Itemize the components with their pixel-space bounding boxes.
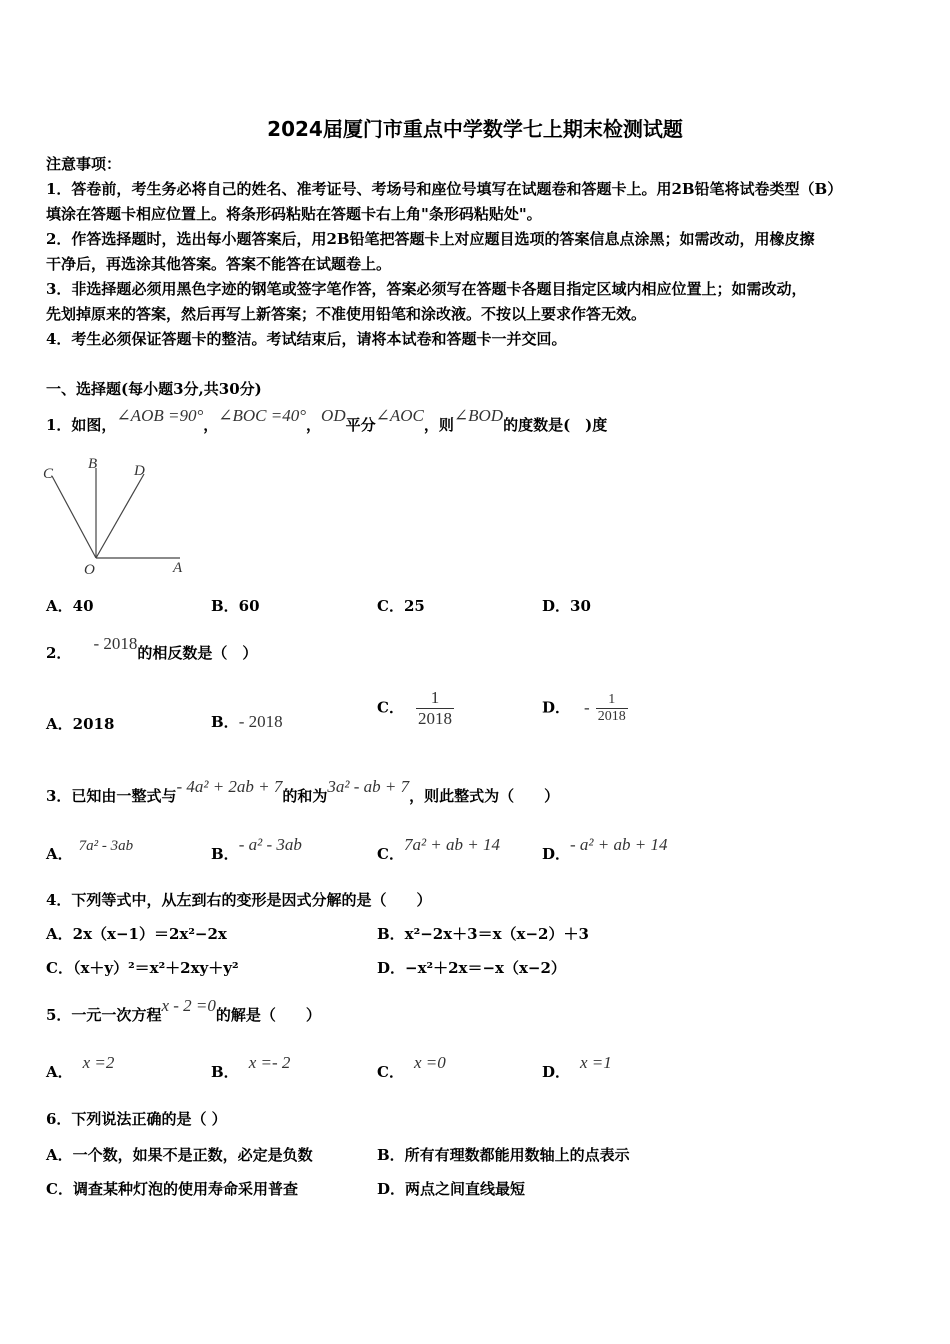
q2-option-b-value: - 2018	[238, 712, 283, 731]
question-5	[46, 996, 321, 1025]
angle-figure	[40, 450, 200, 580]
option-value: 7a² + ab + 14	[403, 835, 500, 854]
q3-option-b[interactable]	[211, 835, 302, 864]
label-o: O	[84, 562, 95, 578]
notice-line: 先划掉原来的答案，然后再写上新答案；不准使用铅笔和涂改液。不按以上要求作答无效。	[46, 305, 647, 323]
option-label: C．	[377, 845, 404, 863]
q2-math: - 2018	[93, 634, 138, 653]
option-label: A．	[46, 845, 73, 863]
ray-od	[96, 474, 144, 558]
fraction	[596, 692, 628, 725]
q3-text: 的和为	[282, 787, 328, 805]
notice-line: 1．答卷前，考生务必将自己的姓名、准考证号、考场号和座位号填写在试题卷和答题卡上。用2B铅笔将试卷类型（B）	[46, 180, 843, 198]
option-label: B．	[211, 845, 239, 863]
q2-option-c-label: C．	[377, 698, 404, 717]
q2-option-d[interactable]	[542, 692, 628, 725]
q6-option-c[interactable]: C．调查某种灯泡的使用寿命采用普查	[46, 1180, 298, 1198]
option-value: 7a² - 3ab	[78, 838, 134, 854]
option-label: A．	[46, 1063, 73, 1081]
question-1	[46, 406, 608, 435]
ray-oc	[52, 476, 96, 558]
q1-option-d[interactable]: D．30	[542, 597, 591, 615]
q3-prefix: 3．已知由一整式与	[46, 787, 177, 805]
q3-text: ，则此整式为（ ）	[409, 787, 560, 805]
option-label: B．	[211, 1063, 239, 1081]
denominator: 2018	[597, 709, 626, 724]
q4-option-b[interactable]: B．x²−2x＋3＝x（x−2）＋3	[377, 925, 589, 943]
q3-math: - 4a² + 2ab + 7	[176, 777, 283, 796]
label-d: D	[134, 463, 145, 479]
q4-option-a[interactable]: A．2x（x−1）＝2x²−2x	[46, 925, 227, 943]
question-3	[46, 777, 560, 806]
notice-line: 3．非选择题必须用黑色字迹的钢笔或签字笔作答，答案必须写在答题卡各题目指定区域内相应位置上；如需改动，	[46, 280, 807, 298]
q1-text: 平分	[345, 416, 376, 434]
option-value: x =0	[413, 1053, 446, 1072]
minus-sign: -	[584, 697, 590, 717]
option-value: x =2	[82, 1053, 115, 1072]
q1-math: ∠AOC	[375, 406, 424, 425]
q1-option-c[interactable]: C．25	[377, 597, 425, 615]
notice-line: 填涂在答题卡相应位置上。将条形码粘贴在答题卡右上角"条形码粘贴处"。	[46, 205, 542, 223]
q2-text: 的相反数是（ ）	[137, 644, 258, 662]
q5-text: 的解是（ ）	[215, 1006, 321, 1024]
q2-option-a[interactable]: A．2018	[46, 715, 115, 733]
q4-option-d[interactable]: D．−x²＋2x＝−x（x−2）	[377, 959, 566, 977]
option-value: - a² - 3ab	[238, 835, 302, 854]
q1-text: ，则	[423, 416, 454, 434]
q1-sep: ，	[306, 416, 322, 434]
q5-option-b[interactable]	[211, 1053, 291, 1082]
q2-option-b[interactable]	[211, 711, 283, 732]
q1-math: ∠AOB =90°	[116, 406, 204, 425]
q1-option-b[interactable]: B．60	[211, 597, 260, 615]
q2-option-b-label: B．	[211, 713, 239, 731]
q5-math: x - 2 =0	[161, 996, 216, 1015]
question-6: 6．下列说法正确的是（ ）	[46, 1110, 227, 1128]
q1-prefix: 1．如图，	[46, 416, 117, 434]
q1-sep: ，	[203, 416, 219, 434]
q2-option-d-label: D．	[542, 698, 571, 717]
label-b: B	[88, 456, 98, 472]
notice-line: 4．考生必须保证答题卡的整洁。考试结束后，请将本试卷和答题卡一并交回。	[46, 330, 567, 348]
numerator: 1	[596, 692, 628, 709]
numerator: 1	[416, 688, 454, 709]
q3-math: 3a² - ab + 7	[327, 777, 410, 796]
question-4: 4．下列等式中，从左到右的变形是因式分解的是（ ）	[46, 891, 432, 909]
label-c: C	[43, 466, 54, 482]
q1-math: ∠BOD	[453, 406, 504, 425]
option-label: D．	[542, 1063, 571, 1081]
q6-option-b[interactable]: B．所有有理数都能用数轴上的点表示	[377, 1146, 630, 1164]
option-label: C．	[377, 1063, 404, 1081]
q1-text: 的度数是( )度	[503, 416, 608, 434]
option-value: x =- 2	[248, 1053, 291, 1072]
q5-option-c[interactable]	[377, 1053, 446, 1082]
q5-prefix: 5．一元一次方程	[46, 1006, 162, 1024]
notice-line: 2．作答选择题时，选出每小题答案后，用2B铅笔把答题卡上对应题目选项的答案信息点涂黑；如需改动，用橡皮擦	[46, 230, 815, 248]
q6-option-d[interactable]: D．两点之间直线最短	[377, 1180, 526, 1198]
denominator: 2018	[417, 709, 452, 728]
notice-line: 干净后，再选涂其他答案。答案不能答在试题卷上。	[46, 255, 392, 273]
q1-math: OD	[321, 406, 346, 425]
q6-option-a[interactable]: A．一个数，如果不是正数，必定是负数	[46, 1146, 313, 1164]
q5-option-d[interactable]	[542, 1053, 612, 1082]
q2-option-c[interactable]	[377, 688, 454, 729]
page-title: 2024届厦门市重点中学数学七上期末检测试题	[267, 117, 683, 141]
q2-prefix: 2．	[46, 644, 72, 662]
notice-heading: 注意事项：	[46, 155, 122, 173]
fraction	[416, 688, 454, 729]
question-2	[46, 634, 258, 663]
q3-option-c[interactable]	[377, 835, 500, 864]
q5-option-a[interactable]	[46, 1053, 115, 1082]
q4-option-c[interactable]: C．（x＋y）²＝x²＋2xy＋y²	[46, 959, 239, 977]
q1-math: ∠BOC =40°	[218, 406, 307, 425]
option-label: D．	[542, 845, 571, 863]
q3-option-a[interactable]	[46, 838, 134, 864]
section-heading: 一、选择题(每小题3分,共30分)	[46, 380, 262, 398]
label-a: A	[173, 560, 183, 576]
option-value: x =1	[580, 1053, 612, 1072]
q3-option-d[interactable]	[542, 835, 668, 864]
q1-option-a[interactable]: A．40	[46, 597, 94, 615]
option-value: - a² + ab + 14	[570, 835, 668, 854]
